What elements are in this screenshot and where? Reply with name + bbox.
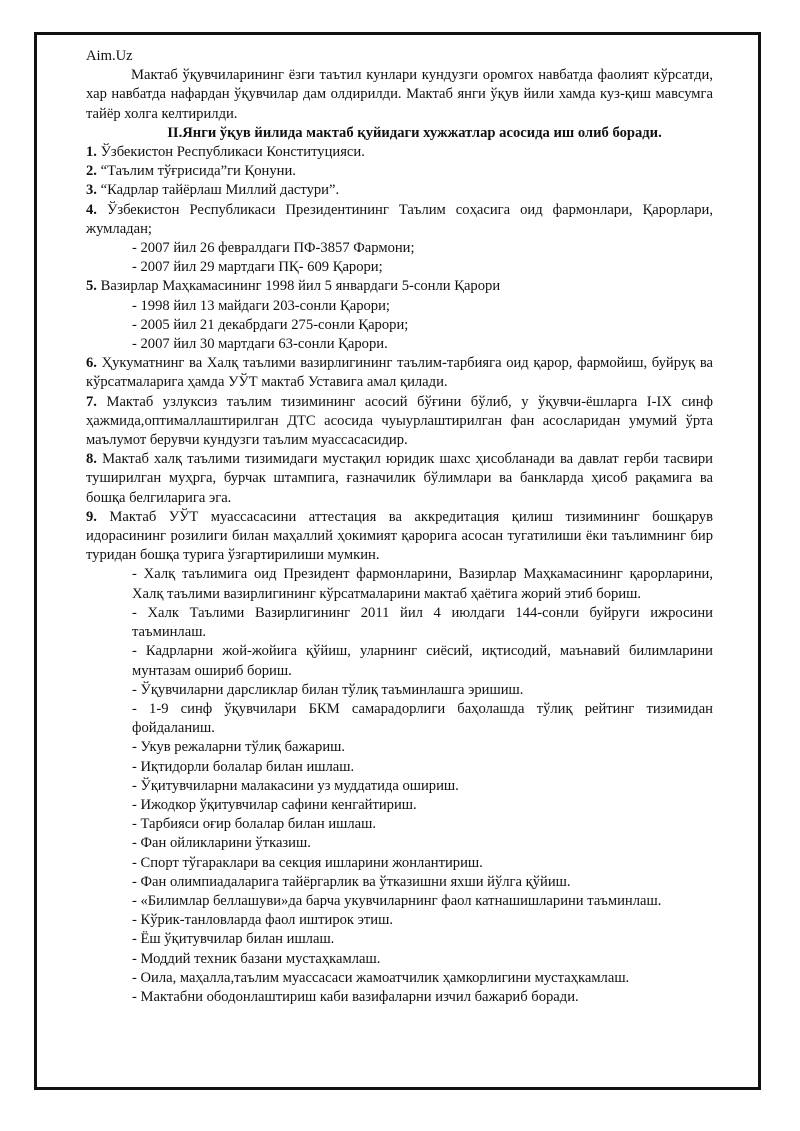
task-item: - 1-9 синф ўқувчилари БКМ самарадорлиги баҳолашда тўлиқ рейтинг тизимидан фойдаланиш.	[132, 700, 713, 737]
intro-paragraph: Мактаб ўқувчиларининг ёзги таътил кунлари кундузги оромгох навбатда фаолият кўрсатди, хар навбатда нафардан ўқувчилар дам олдирилди. Мактаб янги ўқув йили хамда куз-қиш мавсумга тайёр холга келтирилди.	[86, 67, 713, 122]
sub-item: - 2007 йил 29 мартдаги ПҚ- 609 Қарори;	[132, 259, 383, 276]
task-item: - Ёш ўқитувчилар билан ишлаш.	[132, 931, 335, 948]
task-item: - Спорт тўгараклари ва секция ишларини жонлантириш.	[132, 854, 483, 871]
task-item: - Кадрларни жой-жойига қўйиш, уларнинг сиёсий, иқтисодий, маънавий билимларини мунтазам ошириб бориш.	[132, 643, 713, 679]
sub-item: - 2007 йил 26 февралдаги ПФ-3857 Фармони;	[132, 240, 415, 257]
document-body	[86, 47, 713, 1007]
task-item: - Ўқитувчиларни малакасини уз муддатида ошириш.	[132, 777, 459, 794]
list-item: 2. “Таълим тўғрисида”ги Қонуни.	[86, 163, 296, 180]
task-item: - Фан ойликларини ўтказиш.	[132, 835, 311, 852]
task-item: - Ижодкор ўқитувчилар сафини кенгайтириш.	[132, 796, 417, 813]
sub-item: - 2007 йил 30 мартдаги 63-сонли Қарори.	[132, 336, 388, 353]
task-item: - Моддий техник базани мустаҳкамлаш.	[132, 950, 381, 967]
sub-item: - 2005 йил 21 декабрдаги 275-сонли Қарори;	[132, 316, 409, 333]
list-item: 5. Вазирлар Маҳкамасининг 1998 йил 5 январдаги 5-сонли Қарори	[86, 278, 501, 295]
task-item: - Иқтидорли болалар билан ишлаш.	[132, 758, 355, 775]
section-heading: II.Янги ўқув йилида мактаб қуйидаги хужжатлар асосида иш олиб боради.	[167, 124, 662, 141]
source-label: Aim.Uz	[86, 48, 133, 64]
list-item: 8. Мактаб халқ таълими тизимидаги мустақил юридик шахс ҳисобланади ва давлат герби тасвири туширилган муҳрга, бурчак штампига, ғазначилик бўлимлари ва банкларда ҳисоб рақамига ва бошқа белгиларига эга.	[86, 451, 713, 506]
list-item: 6. Ҳукуматнинг ва Халқ таълими вазирлигининг таълим-тарбияга оид қарор, фармойиш, буйруқ ва кўрсатмаларига ҳамда УЎТ мактаб Уставига амал қилади.	[86, 355, 713, 391]
task-item: - Укув режаларни тўлиқ бажариш.	[132, 739, 346, 756]
task-item: - Фан олимпиадаларига тайёргарлик ва ўтказишни яхши йўлга қўйиш.	[132, 873, 571, 890]
list-item: 3. “Кадрлар тайёрлаш Миллий дастури”.	[86, 182, 340, 199]
task-item: - Тарбияси оғир болалар билан ишлаш.	[132, 816, 377, 833]
task-item: - Халк Таълими Вазирлигининг 2011 йил 4 июлдаги 144-сонли буйруги ижросини таъминлаш.	[132, 604, 713, 641]
task-item: - «Билимлар беллашуви»да барча укувчиларнинг фаол катнашишларини таъминлаш.	[132, 892, 662, 909]
task-item: - Халқ таълимига оид Президент фармонларини, Вазирлар Маҳкамасининг қарорларини, Халқ таълими вазирлигининг кўрсатмаларини мактаб ҳаётига жорий этиб бориш.	[132, 566, 713, 602]
list-item: 9. Мактаб УЎТ муассасасини аттестация ва аккредитация қилиш тизимининг бошқарув идорасининг розилиги билан маҳаллий ҳокимият қарорига асосан тугатилиши ёки таълимнинг бир туридан бошқа турига ўзгартирилиши мумкин.	[86, 508, 713, 564]
list-item: 4. Ўзбекистон Республикаси Президентининг Таълим соҳасига оид фармонлари, Қарорлари, жумладан;	[86, 201, 713, 237]
task-item: - Оила, маҳалла,таълим муассасаси жамоатчилик ҳамкорлигини мустаҳкамлаш.	[132, 969, 630, 986]
task-item: - Мактабни ободонлаштириш каби вазифаларни изчил бажариб боради.	[132, 988, 579, 1005]
list-item: 7. Мактаб узлуксиз таълим тизимининг асосий бўғини бўлиб, у ўқувчи-ёшларга I-IX синф ҳажмида,оптималлаштирилган ДТС асосида чуыурлаштирилган фан асосларидан умумий ўрта маълумот берувчи кундузги таълим муассасасидир.	[86, 393, 713, 449]
list-item: 1. Ўзбекистон Республикаси Конституцияси.	[86, 144, 365, 161]
task-item: - Кўрик-танловларда фаол иштирок этиш.	[132, 912, 394, 929]
sub-item: - 1998 йил 13 майдаги 203-сонли Қарори;	[132, 297, 390, 314]
task-item: - Ўқувчиларни дарсликлар билан тўлиқ таъминлашга эришиш.	[132, 681, 524, 698]
